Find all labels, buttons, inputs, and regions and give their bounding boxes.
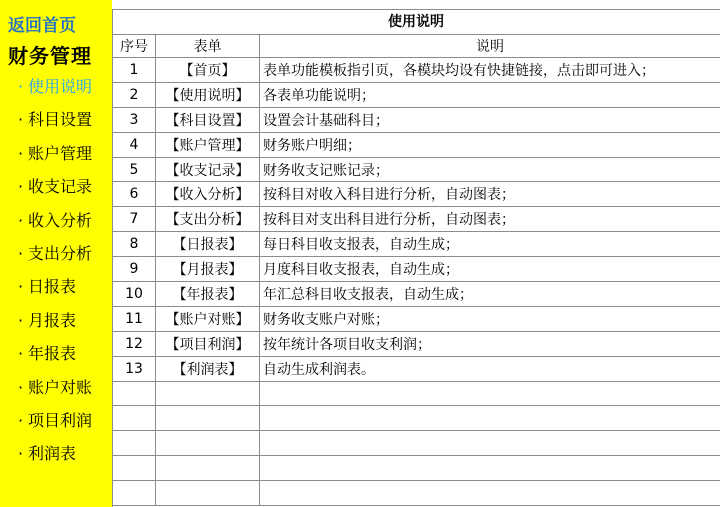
sidebar-item-0[interactable] <box>0 70 112 103</box>
cell-form[interactable]: 【日报表】 <box>156 232 260 257</box>
cell-description[interactable]: 按科目对收入科目进行分析，自动图表； <box>260 182 720 207</box>
sidebar-item-6[interactable] <box>0 270 112 303</box>
sidebar-item-label: 日报表 <box>28 277 77 297</box>
cell-index[interactable]: 10 <box>113 282 156 307</box>
cell-form[interactable]: 【年报表】 <box>156 282 260 307</box>
back-to-home-link[interactable]: 返回首页 <box>8 16 76 36</box>
table-row <box>113 331 720 356</box>
table-row <box>113 406 720 431</box>
cell-form[interactable] <box>156 456 260 481</box>
bullet-icon: · <box>18 110 24 130</box>
cell-index[interactable]: 5 <box>113 157 156 182</box>
cell-description[interactable] <box>260 406 720 431</box>
table-row <box>113 356 720 381</box>
cell-form[interactable]: 【收入分析】 <box>156 182 260 207</box>
cell-description[interactable]: 年汇总科目收支报表，自动生成； <box>260 282 720 307</box>
cell-form[interactable]: 【项目利润】 <box>156 331 260 356</box>
bullet-icon: · <box>18 177 24 197</box>
bullet-icon: · <box>18 444 24 464</box>
table-row <box>113 58 720 83</box>
bullet-icon: · <box>18 77 24 96</box>
cell-form[interactable]: 【账户对账】 <box>156 306 260 331</box>
table-row <box>113 431 720 456</box>
table-row <box>113 132 720 157</box>
cell-index[interactable]: 11 <box>113 306 156 331</box>
cell-index[interactable]: 13 <box>113 356 156 381</box>
sidebar-nav <box>0 0 112 507</box>
cell-description[interactable]: 按年统计各项目收支利润； <box>260 331 720 356</box>
sidebar-item-label: 收支记录 <box>28 177 93 197</box>
bullet-icon: · <box>18 310 24 330</box>
cell-index[interactable] <box>113 406 156 431</box>
sheet-title: 使用说明 <box>112 10 720 35</box>
cell-index[interactable] <box>113 431 156 456</box>
table-row <box>113 207 720 232</box>
table-row <box>113 232 720 257</box>
table-row <box>113 481 720 506</box>
cell-index[interactable] <box>113 481 156 506</box>
header-description[interactable]: 说明 <box>260 35 720 58</box>
sidebar-item-label: 科目设置 <box>28 110 93 130</box>
table-row <box>113 107 720 132</box>
sidebar-item-5[interactable] <box>0 237 112 270</box>
table-header-row <box>113 35 720 58</box>
cell-index[interactable] <box>113 381 156 406</box>
table-row <box>113 381 720 406</box>
sidebar-item-3[interactable] <box>0 170 112 203</box>
table-row <box>113 456 720 481</box>
cell-index[interactable]: 3 <box>113 107 156 132</box>
sidebar-item-2[interactable] <box>0 137 112 170</box>
cell-description[interactable]: 设置会计基础科目； <box>260 107 720 132</box>
cell-index[interactable]: 12 <box>113 331 156 356</box>
bullet-icon: · <box>18 377 24 397</box>
sidebar-item-label: 月报表 <box>28 310 77 330</box>
cell-description[interactable]: 自动生成利润表。 <box>260 356 720 381</box>
sidebar-item-label: 使用说明 <box>28 77 93 96</box>
cell-description[interactable] <box>260 456 720 481</box>
instructions-table <box>112 34 720 506</box>
bullet-icon: · <box>18 243 24 263</box>
cell-index[interactable]: 9 <box>113 257 156 282</box>
cell-index[interactable]: 2 <box>113 82 156 107</box>
cell-form[interactable]: 【收支记录】 <box>156 157 260 182</box>
instructions-sheet <box>112 0 720 507</box>
sidebar-item-11[interactable] <box>0 437 112 470</box>
cell-description[interactable]: 月度科目收支报表，自动生成； <box>260 257 720 282</box>
cell-description[interactable]: 每日科目收支报表，自动生成； <box>260 232 720 257</box>
table-row <box>113 82 720 107</box>
table-row <box>113 306 720 331</box>
table-row <box>113 182 720 207</box>
cell-index[interactable] <box>113 456 156 481</box>
cell-description[interactable]: 各表单功能说明； <box>260 82 720 107</box>
cell-form[interactable]: 【支出分析】 <box>156 207 260 232</box>
sidebar-item-label: 账户对账 <box>28 377 93 397</box>
sidebar-item-4[interactable] <box>0 204 112 237</box>
table-row <box>113 282 720 307</box>
sidebar-item-1[interactable] <box>0 103 112 136</box>
cell-description[interactable] <box>260 481 720 506</box>
cell-form[interactable]: 【利润表】 <box>156 356 260 381</box>
sidebar-item-label: 年报表 <box>28 344 77 364</box>
cell-index[interactable]: 7 <box>113 207 156 232</box>
sidebar-item-8[interactable] <box>0 337 112 370</box>
cell-form[interactable] <box>156 381 260 406</box>
bullet-icon: · <box>18 410 24 430</box>
sidebar-item-label: 支出分析 <box>28 243 93 263</box>
sidebar-item-7[interactable] <box>0 304 112 337</box>
sidebar-item-label: 项目利润 <box>28 410 93 430</box>
cell-form[interactable]: 【使用说明】 <box>156 82 260 107</box>
bullet-icon: · <box>18 210 24 230</box>
cell-description[interactable]: 财务账户明细； <box>260 132 720 157</box>
cell-index[interactable]: 6 <box>113 182 156 207</box>
cell-description[interactable] <box>260 381 720 406</box>
table-row <box>113 157 720 182</box>
cell-form[interactable]: 【科目设置】 <box>156 107 260 132</box>
bullet-icon: · <box>18 277 24 297</box>
cell-form[interactable]: 【首页】 <box>156 58 260 83</box>
bullet-icon: · <box>18 344 24 364</box>
cell-form[interactable]: 【账户管理】 <box>156 132 260 157</box>
sidebar-menu <box>0 70 112 471</box>
cell-description[interactable]: 按科目对支出科目进行分析，自动图表； <box>260 207 720 232</box>
sidebar-item-9[interactable] <box>0 371 112 404</box>
cell-index[interactable]: 1 <box>113 58 156 83</box>
cell-index[interactable]: 8 <box>113 232 156 257</box>
cell-description[interactable] <box>260 431 720 456</box>
cell-description[interactable]: 财务收支记账记录； <box>260 157 720 182</box>
sidebar-item-label: 收入分析 <box>28 210 93 230</box>
sidebar-item-label: 账户管理 <box>28 143 93 163</box>
cell-description[interactable]: 表单功能模板指引页，各模块均设有快捷链接，点击即可进入； <box>260 58 720 83</box>
cell-form[interactable]: 【月报表】 <box>156 257 260 282</box>
sidebar-item-label: 利润表 <box>28 444 77 464</box>
cell-form[interactable] <box>156 431 260 456</box>
header-index[interactable]: 序号 <box>113 35 156 58</box>
app-title: 财务管理 <box>8 44 92 68</box>
sidebar-item-10[interactable] <box>0 404 112 437</box>
cell-form[interactable] <box>156 406 260 431</box>
header-form[interactable]: 表单 <box>156 35 260 58</box>
table-row <box>113 257 720 282</box>
cell-form[interactable] <box>156 481 260 506</box>
bullet-icon: · <box>18 143 24 163</box>
cell-description[interactable]: 财务收支账户对账； <box>260 306 720 331</box>
cell-index[interactable]: 4 <box>113 132 156 157</box>
